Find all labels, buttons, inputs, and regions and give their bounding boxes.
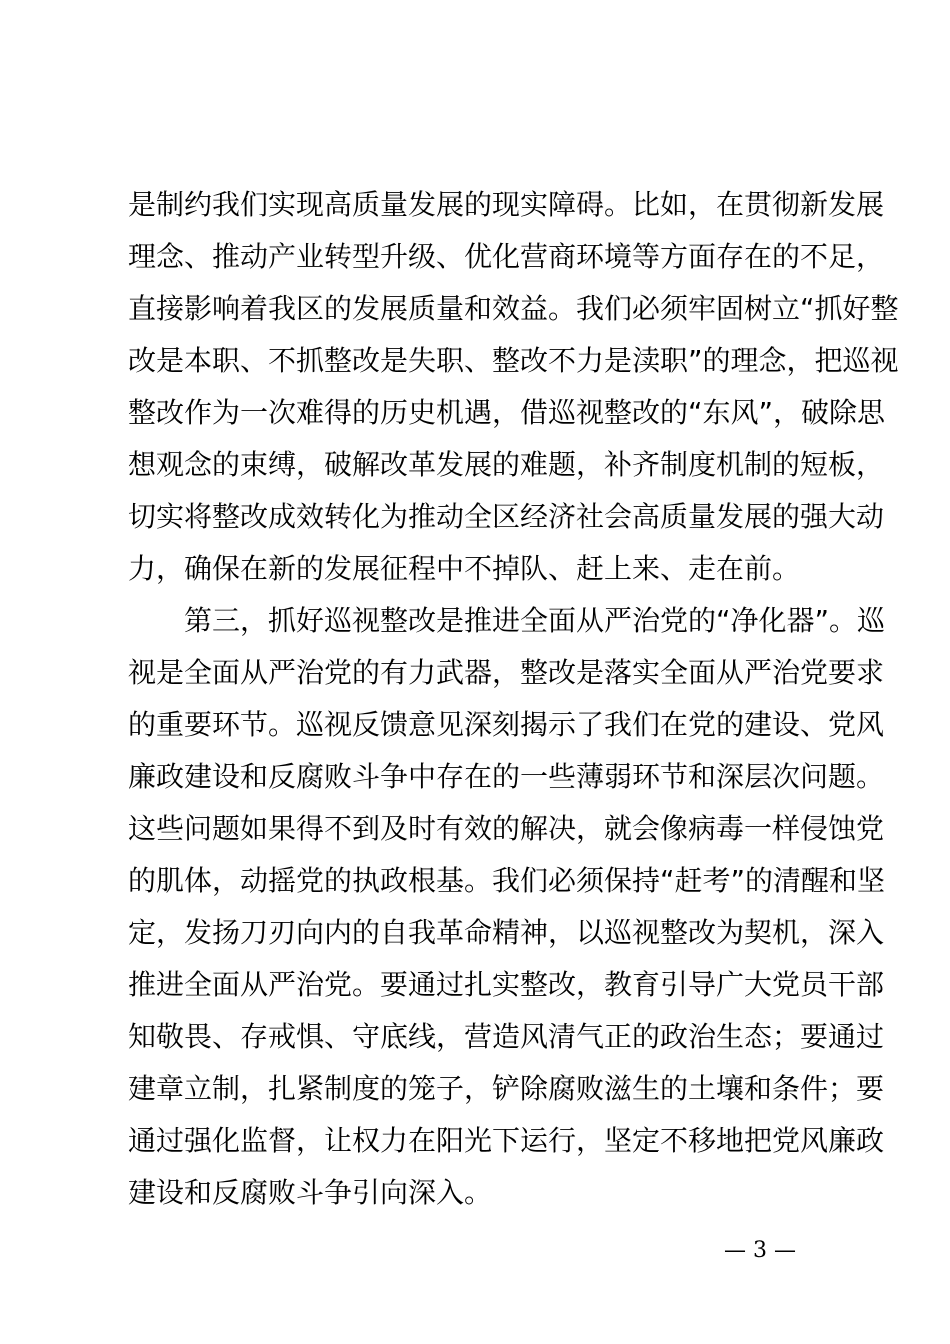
page-number: — 3 — bbox=[724, 1238, 796, 1263]
text-line-18: 建章立制，扎紧制度的笼子，铲除腐败滋生的土壤和条件；要 bbox=[128, 1072, 885, 1105]
text-line-6: 想观念的束缚，破解改革发展的难题，补齐制度机制的短板， bbox=[128, 448, 885, 481]
text-line-8: 力，确保在新的发展征程中不掉队、赶上来、走在前。 bbox=[128, 552, 801, 585]
text-line-17: 知敬畏、存戒惧、守底线，营造风清气正的政治生态；要通过 bbox=[128, 1020, 885, 1053]
text-line-15: 定，发扬刀刃向内的自我革命精神，以巡视整改为契机，深入 bbox=[128, 916, 885, 949]
text-line-12: 廉政建设和反腐败斗争中存在的一些薄弱环节和深层次问题。 bbox=[128, 760, 885, 793]
text-line-2: 理念、推动产业转型升级、优化营商环境等方面存在的不足， bbox=[128, 240, 885, 273]
text-line-20: 建设和反腐败斗争引向深入。 bbox=[128, 1176, 493, 1209]
text-line-16: 推进全面从严治党。要通过扎实整改，教育引导广大党员干部 bbox=[128, 968, 885, 1001]
text-line-3: 直接影响着我区的发展质量和效益。我们必须牢固树立“抓好整 bbox=[128, 292, 899, 325]
text-line-13: 这些问题如果得不到及时有效的解决，就会像病毒一样侵蚀党 bbox=[128, 812, 885, 845]
text-line-14: 的肌体，动摇党的执政根基。我们必须保持“赶考”的清醒和坚 bbox=[128, 864, 886, 897]
text-line-4: 改是本职、不抓整改是失职、整改不力是渎职”的理念，把巡视 bbox=[128, 344, 899, 377]
text-line-7: 切实将整改成效转化为推动全区经济社会高质量发展的强大动 bbox=[128, 500, 885, 533]
text-line-5: 整改作为一次难得的历史机遇，借巡视整改的“东风”，破除思 bbox=[128, 396, 886, 429]
text-line-10: 视是全面从严治党的有力武器，整改是落实全面从严治党要求 bbox=[128, 656, 885, 689]
text-line-9: 第三，抓好巡视整改是推进全面从严治党的“净化器”。巡 bbox=[128, 604, 886, 637]
text-line-11: 的重要环节。巡视反馈意见深刻揭示了我们在党的建设、党风 bbox=[128, 708, 885, 741]
text-line-1: 是制约我们实现高质量发展的现实障碍。比如，在贯彻新发展 bbox=[128, 188, 885, 221]
text-line-19: 通过强化监督，让权力在阳光下运行，坚定不移地把党风廉政 bbox=[128, 1124, 885, 1157]
